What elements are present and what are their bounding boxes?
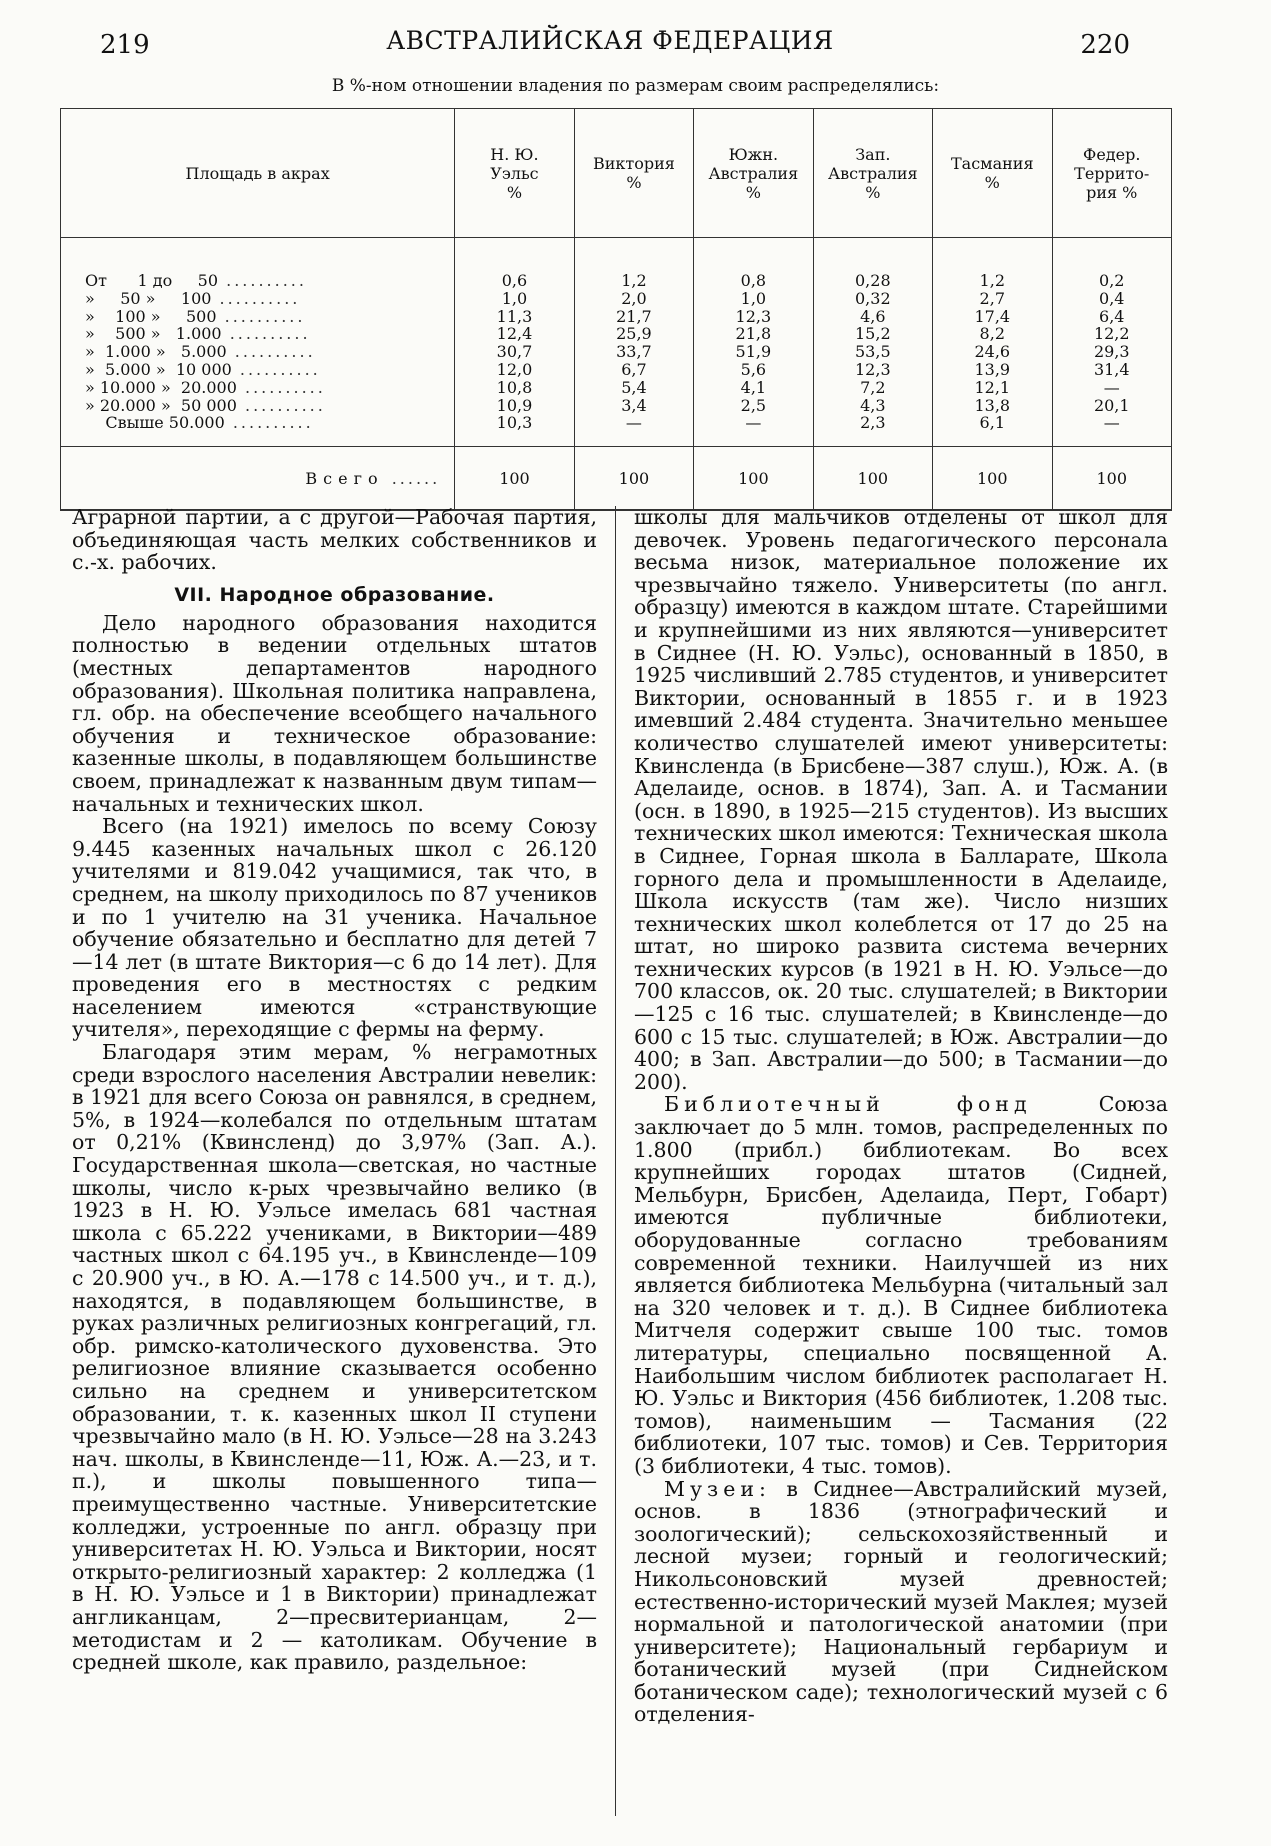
- table-data-block: [61, 238, 1172, 447]
- col-header-west-australia: Зап. Австралия %: [813, 109, 932, 238]
- table-cell: 0,8: [740, 271, 767, 290]
- paragraph-museums: [634, 1478, 1168, 1727]
- table-row-label: Свыше 50.000 ..........: [85, 413, 314, 433]
- table-cell: 11,3: [496, 306, 533, 326]
- col-header-tasmania: Тасмания %: [933, 109, 1052, 238]
- table-cell: 20,1: [1093, 395, 1130, 415]
- libraries-lead-term: Библиотечный фонд: [664, 1092, 1032, 1117]
- col-header-victoria: Виктория %: [574, 109, 693, 238]
- table-row-label: » 50 » 100 ..........: [85, 288, 301, 308]
- paragraph-universities: школы для мальчиков отделены от школ для девочек. Уровень педагогического персонала весьма низок, материальное положение их чрезвычайно тяжело. Университеты (по англ. образцу) имеются в каждом штате. Старейшими и крупнейшими из них являются—университет в Сиднее (Н. Ю. Уэльс), основанный в 1850, в 1925 числивший 2.785 студентов, и университет Виктории, основанный в 1855 г. и в 1923 имевший 2.484 студента. Значительно меньшее количество слушателей имеют университеты: Квинсленда (в Брисбене—387 слуш.), Юж. А. (в Аделаиде, основ. в 1874), Зап. А. и Тасмании (осн. в 1890, в 1925—215 студентов). Из высших технических школ имеются: Техническая школа в Сиднее, Горная школа в Балларате, Школа горного дела и промышленности в Аделаиде, Школа искусств (там же). Число низших технических школ колеблется от 17 до 25 на штат, но широко развита система вечерних технических курсов (в 1921 в Н. Ю. Уэльсе—до 700 классов, ок. 20 тыс. слушателей; в Виктории—125 с 16 тыс. слушателей; в Квинсленде—до 600 с 15 тыс. слушателей; в Юж. Австралии—до 400; в Зап. Австралии—до 500; в Тасмании—до 200).: [634, 505, 1168, 1094]
- table-cell: 100: [813, 447, 932, 511]
- west-australia-values-column: [813, 238, 932, 447]
- total-label: Всего ......: [61, 447, 455, 511]
- running-title: АВСТРАЛИЙСКАЯ ФЕДЕРАЦИЯ: [386, 26, 834, 55]
- table-cell: 0,32: [855, 288, 891, 308]
- table-cell: 12,4: [496, 324, 533, 344]
- museums-lead-term: Музеи:: [664, 1476, 771, 1501]
- table-cell: 1,0: [740, 288, 767, 308]
- section-heading-public-education: VII. Народное образование.: [174, 583, 495, 606]
- table-cell: 12,3: [735, 306, 772, 326]
- col-header-nsw: Н. Ю. Уэльс %: [455, 109, 574, 238]
- paragraph-education-administration: Дело народного образования находится полностью в ведении отдельных штатов (местных департаментов народного образования). Школьная политика направлена, гл. обр. на обеспечение всеобщего начального обучения и техническое образование: казенные школы, в подавляющем большинстве своем, принадлежат к названным двум типам—начальных и технических школ.: [72, 610, 597, 816]
- table-cell: 5,6: [740, 359, 767, 379]
- table-cell: 53,5: [855, 342, 891, 362]
- table-cell: 5,4: [621, 377, 647, 397]
- col-header-area: Площадь в акрах: [61, 109, 455, 238]
- table-cell: 6,1: [979, 413, 1005, 433]
- table-cell: —: [625, 413, 642, 433]
- table-header-row: [61, 109, 1172, 238]
- table-row-label: » 100 » 500 ..........: [85, 306, 306, 326]
- table-cell: 13,9: [974, 359, 1011, 379]
- table-row-label: » 500 » 1.000 ..........: [85, 324, 311, 344]
- table-cell: 4,3: [860, 395, 886, 415]
- page-number-right: 220: [1080, 30, 1130, 60]
- table-cell: 6,7: [621, 359, 647, 379]
- col-header-south-australia: Южн. Австралия %: [694, 109, 813, 238]
- table-cell: 4,1: [740, 377, 767, 397]
- table-cell: 1,0: [501, 288, 528, 308]
- table-row-label: » 20.000 » 50 000 ..........: [85, 395, 326, 415]
- table-total-row: [61, 447, 1172, 511]
- table-cell: 25,9: [616, 324, 652, 344]
- table-cell: 0,6: [501, 271, 528, 290]
- table-cell: 10,9: [496, 395, 533, 415]
- table-cell: 15,2: [855, 324, 891, 344]
- row-labels-column: [61, 238, 455, 447]
- table-cell: 12,3: [855, 359, 891, 379]
- federal-territory-values-column: [1052, 238, 1172, 447]
- table-cell: 0,4: [1099, 288, 1125, 308]
- table-cell: 100: [455, 447, 574, 511]
- table-row-label: От 1 до 50 ..........: [85, 271, 307, 290]
- table-row-label: » 10.000 » 20.000 ..........: [85, 377, 326, 397]
- table-cell: 29,3: [1093, 342, 1130, 362]
- table-cell: 33,7: [616, 342, 652, 362]
- left-column: [72, 506, 597, 1674]
- page-header: [70, 26, 1150, 66]
- table-cell: —: [1103, 377, 1120, 397]
- column-divider: [615, 506, 616, 1816]
- table-cell: 6,4: [1099, 306, 1125, 326]
- table-cell: 100: [933, 447, 1052, 511]
- table-cell: 21,8: [735, 324, 772, 344]
- table-cell: 100: [574, 447, 693, 511]
- libraries-text: Союза заключает до 5 млн. томов, распределенных по 1.800 (прибл.) библиотекам. Во всех крупнейших городах штатов (Сидней, Мельбурн, Брисбен, Аделаида, Перт, Гобарт) имеются публичные библиотеки, оборудованные согласно требованиям современной техники. Наилучшей из них является библиотека Мельбурна (читальный зал на 320 человек и т. д.). В Сиднее библиотека Митчеля содержит свыше 100 тыс. томов литературы, специально посвященной А. Наибольшим числом библиотек располагает Н. Ю. Уэльс и Виктория (456 библиотек, 1.208 тыс. томов), наименьшим — Тасмания (22 библиотеки, 107 тыс. томов) и Сев. Территория (3 библиотеки, 4 тыс. томов).: [634, 1092, 1169, 1478]
- table-cell: 10,8: [496, 377, 533, 397]
- table-row-label: » 5.000 » 10 000 ..........: [85, 359, 321, 379]
- table-cell: 21,7: [616, 306, 652, 326]
- museums-text: в Сиднее—Австралийский музей, основ. в 1836 (этнографический и зоологический); сельскохозяйственный и лесной музеи; горный и геологический; Никольсоновский музей древностей; естественно-исторический музей Маклея; музей нормальной и патологической анатомии (при университете); Национальный гербариум и ботанический музей (при Сиднейском ботаническом саде); технологический музей с 6 отделения-: [634, 1476, 1168, 1727]
- distribution-table-wrapper: [60, 108, 1172, 498]
- table-cell: 10,3: [496, 413, 533, 433]
- table-cell: 1,2: [979, 271, 1005, 290]
- paragraph-literacy-private-schools: Благодаря этим мерам, % неграмотных среди взрослого населения Австралии невелик: в 1921 для всего Союза он равнялся, в среднем, 5%, в 1924—колебался по отдельным штатам от 0,21% (Квинсленд) до 3,97% (Зап. А.). Государственная школа—светская, но частные школы, число к-рых чрезвычайно велико (в 1923 в Н. Ю. Уэльсе имелась 681 частная школа с 65.222 учениками, в Виктории—489 частных школ с 64.195 уч., в Квинсленде—109 с 20.900 уч., в Ю. А.—178 с 14.500 уч., и т. д.), находятся, в подавляющем большинстве, в руках различных религиозных конгрегаций, гл. обр. римско-католического духовенства. Это религиозное влияние сказывается особенно сильно на среднем и университетском образовании, т. к. казенных школ II ступени чрезвычайно мало (в Н. Ю. Уэльсе—28 на 3.243 нач. школы, в Квинсленде—11, Юж. А.—23, и т. п.), и школы повышенного типа—преимущественно частные. Университетские колледжи, устроенные по англ. образцу при университетах Н. Ю. Уэльса и Виктории, носят открыто-религиозный характер: 2 колледжа (1 в Н. Ю. Уэльсе и 1 в Виктории) принадлежат англиканцам, 2—пресвитерианцам, 2—методистам и 2 — католикам. Обучение в средней школе, как правило, раздельное:: [72, 1040, 597, 1675]
- paragraph-school-statistics: Всего (на 1921) имелось по всему Союзу 9.445 казенных начальных школ с 26.120 учителями и 819.042 учащимися, так что, в среднем, на школу приходилось по 87 учеников и по 1 учителю на 31 ученика. Начальное обучение обязательно и бесплатно для детей 7—14 лет (в штате Виктория—с 6 до 14 лет). Для проведения его в местностях с редким населением имеются «странствующие учителя», переходящие с фермы на ферму.: [72, 814, 597, 1042]
- page-number-left: 219: [100, 30, 150, 60]
- land-holding-distribution-table: [60, 108, 1172, 511]
- table-cell: 4,6: [860, 306, 886, 326]
- table-cell: 0,2: [1099, 271, 1125, 290]
- table-cell: 12,1: [974, 377, 1011, 397]
- table-cell: 2,0: [621, 288, 647, 308]
- paragraph-libraries: [634, 1093, 1168, 1477]
- table-cell: 8,2: [979, 324, 1005, 344]
- table-cell: 12,0: [496, 359, 533, 379]
- table-cell: 12,2: [1093, 324, 1130, 344]
- table-cell: 2,7: [979, 288, 1005, 308]
- table-cell: 100: [1052, 447, 1172, 511]
- table-cell: 2,3: [860, 413, 886, 433]
- right-column: [634, 506, 1168, 1726]
- south-australia-values-column: [694, 238, 813, 447]
- table-cell: 1,2: [621, 271, 647, 290]
- victoria-values-column: [574, 238, 693, 447]
- table-row-label: » 1.000 » 5.000 ..........: [85, 342, 316, 362]
- col-header-federal-territory: Федер. Террито- рия %: [1052, 109, 1172, 238]
- nsw-values-column: [455, 238, 574, 447]
- table-cell: —: [745, 413, 762, 433]
- table-cell: 3,4: [621, 395, 647, 415]
- table-cell: 7,2: [860, 377, 886, 397]
- table-cell: 2,5: [740, 395, 767, 415]
- table-caption: В %-ном отношении владения по размерам своим распределялись:: [331, 76, 940, 96]
- table-cell: 100: [694, 447, 813, 511]
- table-cell: 30,7: [496, 342, 533, 362]
- table-cell: 31,4: [1093, 359, 1130, 379]
- table-cell: 51,9: [735, 342, 772, 362]
- table-cell: 24,6: [974, 342, 1011, 362]
- paragraph-agrarian-party: Аграрной партии, а с другой—Рабочая партия, объединяющая часть мелких собственников и с.-х. рабочих.: [72, 505, 597, 575]
- table-cell: 0,28: [855, 271, 891, 290]
- table-cell: 17,4: [974, 306, 1011, 326]
- table-cell: 13,8: [974, 395, 1011, 415]
- tasmania-values-column: [933, 238, 1052, 447]
- table-cell: —: [1103, 413, 1120, 433]
